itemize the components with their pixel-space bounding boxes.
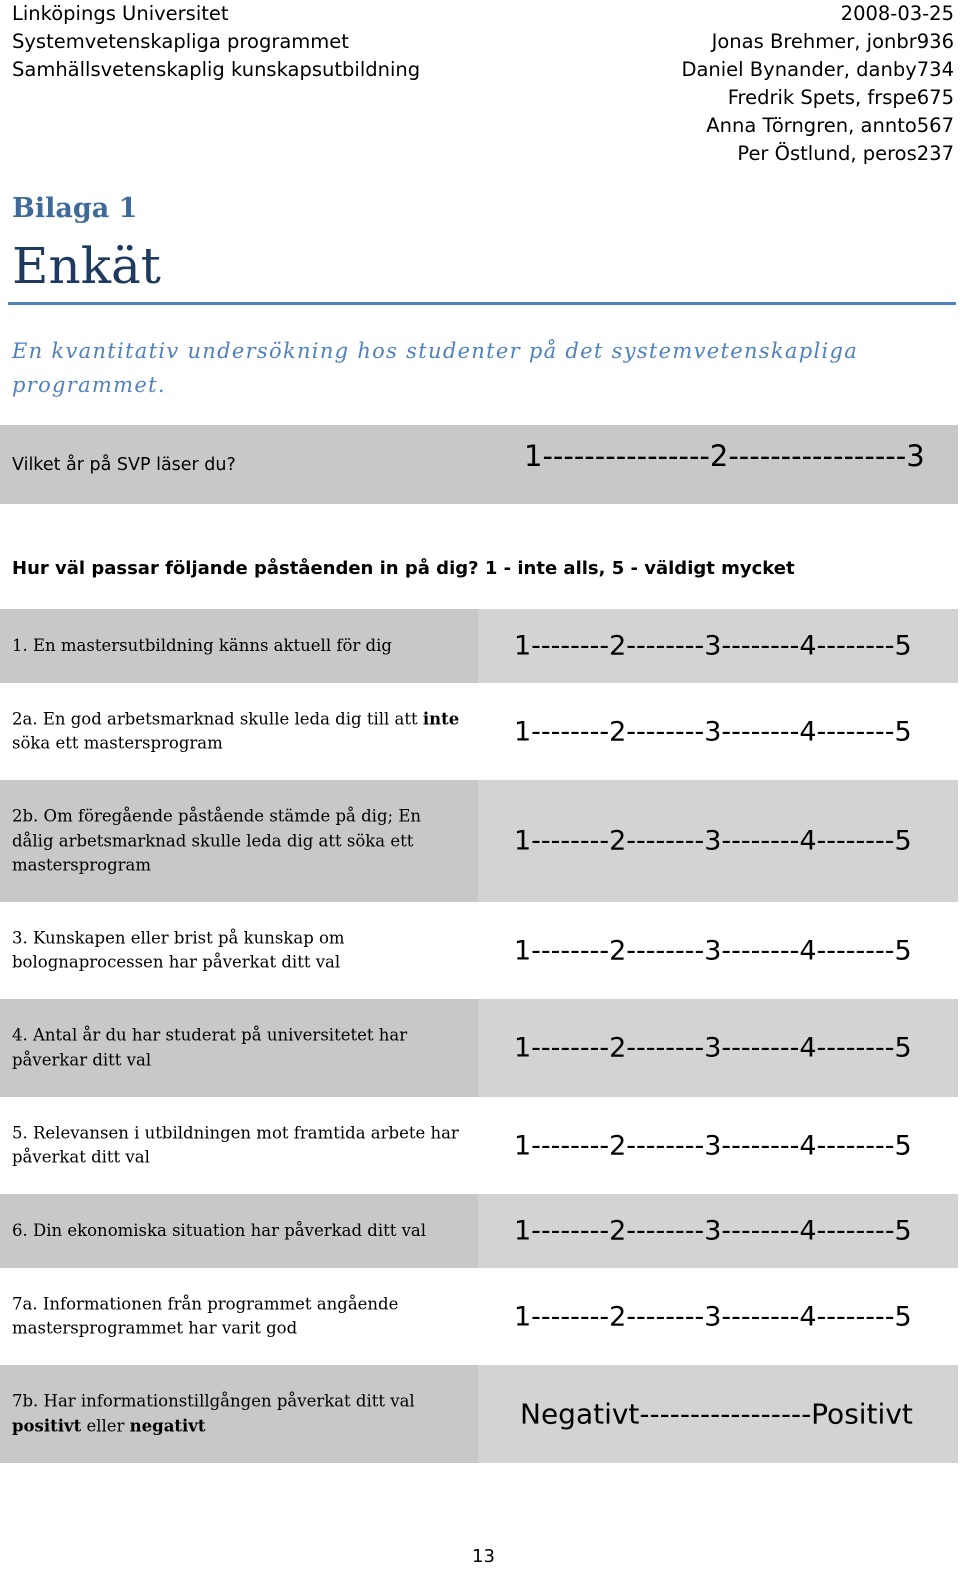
- question-row-2b: [0, 780, 958, 902]
- year-question-scale[interactable]: 1----------------2-----------------3: [524, 439, 925, 473]
- scale-cell-1: [478, 609, 958, 683]
- question-row-1: [0, 609, 958, 683]
- header-right: [681, 0, 954, 168]
- page-title: Enkät: [12, 237, 161, 295]
- rating-scale-4[interactable]: 1--------2--------3--------4--------5: [514, 1032, 912, 1064]
- rating-scale-7b[interactable]: Negativt-----------------Positivt: [520, 1397, 913, 1431]
- year-question-label: Vilket år på SVP läser du?: [12, 455, 236, 475]
- author-4: Anna Törngren, annto567: [706, 114, 954, 137]
- rating-instruction: Hur väl passar följande påståenden in på dig? 1 - inte alls, 5 - väldigt mycket: [12, 558, 795, 579]
- scale-cell-2b: [478, 780, 958, 902]
- program-name: Systemvetenskapliga programmet: [12, 30, 349, 53]
- question-text-7b: 7b. Har informationstillgången påverkat ditt val positivt eller negativt: [12, 1391, 415, 1435]
- scale-cell-7a: [478, 1268, 958, 1365]
- scale-cell-7b: [478, 1365, 958, 1463]
- author-5: Per Östlund, peros237: [737, 142, 954, 165]
- date: 2008-03-25: [840, 2, 954, 25]
- scale-cell-6: [478, 1194, 958, 1268]
- rating-scale-5[interactable]: 1--------2--------3--------4--------5: [514, 1130, 912, 1161]
- rating-scale-2a[interactable]: 1--------2--------3--------4--------5: [514, 716, 912, 747]
- question-row-5: [0, 1097, 958, 1194]
- question-row-7b: [0, 1365, 958, 1463]
- author-3: Fredrik Spets, frspe675: [727, 86, 954, 109]
- question-text-4: 4. Antal år du har studerat på universitetet har påverkar ditt val: [12, 1025, 408, 1069]
- university-name: Linköpings Universitet: [12, 2, 229, 25]
- question-row-3: [0, 902, 958, 999]
- author-1: Jonas Brehmer, jonbr936: [711, 30, 954, 53]
- scale-cell-4: [478, 999, 958, 1097]
- question-text-5: 5. Relevansen i utbildningen mot framtida arbete har påverkat ditt val: [12, 1123, 459, 1167]
- question-text-2a: 2a. En god arbetsmarknad skulle leda dig till att inte söka ett mastersprogram: [12, 709, 460, 753]
- rating-scale-6[interactable]: 1--------2--------3--------4--------5: [514, 1215, 912, 1247]
- rating-scale-3[interactable]: 1--------2--------3--------4--------5: [514, 935, 912, 966]
- question-text-3: 3. Kunskapen eller brist på kunskap om bolognaprocessen har påverkat ditt val: [12, 928, 345, 972]
- scale-cell-3: [478, 902, 958, 999]
- page-subtitle: En kvantitativ undersökning hos studenter på det systemvetenskapliga programmet.: [12, 339, 859, 397]
- question-row-7a: [0, 1268, 958, 1365]
- rating-scale-2b[interactable]: 1--------2--------3--------4--------5: [514, 825, 912, 857]
- question-text-7a: 7a. Informationen från programmet angående mastersprogrammet har varit god: [12, 1294, 399, 1338]
- rating-scale-7a[interactable]: 1--------2--------3--------4--------5: [514, 1301, 912, 1332]
- question-row-2a: [0, 683, 958, 780]
- header-left: [12, 0, 420, 84]
- question-row-4: [0, 999, 958, 1097]
- scale-cell-2a: [478, 683, 958, 780]
- question-text-2b: 2b. Om föregående påstående stämde på dig; En dålig arbetsmarknad skulle leda dig att söka ett mastersprogram: [12, 806, 421, 875]
- scale-cell-5: [478, 1097, 958, 1194]
- course-name: Samhällsvetenskaplig kunskapsutbildning: [12, 58, 421, 81]
- page-number: 13: [472, 1546, 495, 1567]
- rating-scale-1[interactable]: 1--------2--------3--------4--------5: [514, 630, 912, 662]
- title-divider: [8, 302, 956, 305]
- year-question-row: [0, 425, 958, 504]
- author-2: Daniel Bynander, danby734: [681, 58, 954, 81]
- question-row-6: [0, 1194, 958, 1268]
- question-text-6: 6. Din ekonomiska situation har påverkad ditt val: [12, 1220, 427, 1240]
- question-text-1: 1. En mastersutbildning känns aktuell för dig: [12, 635, 392, 655]
- appendix-label: Bilaga 1: [12, 193, 138, 224]
